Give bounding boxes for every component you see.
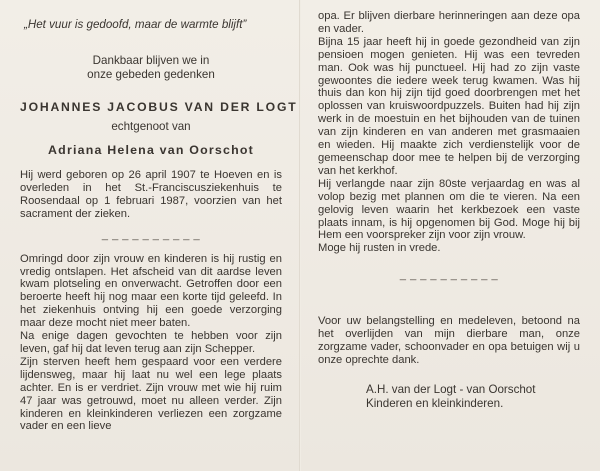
paragraph: Bijna 15 jaar heeft hij in goede gezondheid van zijn pensioen mogen genieten. Hij was een tevreden man. Ook was hij punctueel. Hij had zo zijn vaste gewoontes die iedere week terug kwamen. Was hij thuis dan kon hij zijn tijd goed doorbrengen met het oplossen van kruiswoordpuzzels. Buiten had hij zijn werk in de moestuin en het bijhouden van de tuinen van zijn kinderen en van anderen met grasmaaien en wieden. Hij maakte zich verdienstelijk voor de gemeenschap door mee te helpen bij de verzorging van het kerkhof. <box>318 35 580 177</box>
signature-line: Kinderen en kleinkinderen. <box>366 396 504 410</box>
intro-text <box>20 54 282 82</box>
divider: _ _ _ _ _ _ _ _ _ _ <box>399 269 499 282</box>
intro-line: onze gebeden gedenken <box>87 68 215 81</box>
right-page <box>318 8 580 411</box>
intro-line: Dankbaar blijven we in <box>92 54 210 67</box>
card-fold <box>299 0 301 471</box>
biography: Hij werd geboren op 26 april 1907 te Hoeven en is overleden in het St.-Franciscusziekenhuis te Roosendaal op 1 februari 1987, voorzien van het sacrament der zieken. <box>20 169 282 220</box>
signature <box>366 383 580 411</box>
thanks-text: Voor uw belangstelling en medeleven, betoond na het overlijden van mijn dierbare man, onze zorgzame vader, schoonvader en opa betuigen wij u onze oprechte dank. <box>318 315 580 366</box>
paragraph: Omringd door zijn vrouw en kinderen is hij rustig en vredig ontslapen. Het afscheid van dit aardse leven kwam plotseling en onverwacht. Getroffen door een beroerte heeft hij nog maar een korte tijd geleefd. In het ziekenhuis ontving hij een goede verzorging maar deze mocht niet meer baten. <box>20 252 282 330</box>
memorial-quote: „Het vuur is gedoofd, maar de warmte blijft” <box>24 18 247 31</box>
deceased-name: JOHANNES JACOBUS VAN DER LOGT <box>20 100 298 114</box>
paragraph: opa. Er blijven dierbare herinneringen aan deze opa en vader. <box>318 10 580 35</box>
paragraph: Hij verlangde naar zijn 80ste verjaardag en was al volop bezig met plannen om die te vieren. Na een gelovig leven waarin het kerkbezoek een vaste plaats innam, is hij opgenomen bij God. Moge hij bij Hem een voorspreker zijn voor zijn vrouw. <box>318 177 580 242</box>
signature-line: A.H. van der Logt - van Oorschot <box>366 382 536 396</box>
divider: _ _ _ _ _ _ _ _ _ _ <box>101 228 201 241</box>
spouse-label: echtgenoot van <box>111 120 191 133</box>
paragraph: Zijn sterven heeft hem gespaard voor een verdere lijdensweg, maar hij laat nu wel een lege plaats achter. En is er verdriet. Zijn vrouw met wie hij ruim 47 jaar was getrouwd, moet nu alleen verder. Zijn kinderen en kleinkinderen verliezen een zorgzame vader en een lieve <box>20 355 282 433</box>
paragraph: Moge hij rusten in vrede. <box>318 242 441 255</box>
paragraph: Na enige dagen gevochten te hebben voor zijn leven, gaf hij dat leven terug aan zijn Schepper. <box>20 330 282 355</box>
spouse-name: Adriana Helena van Oorschot <box>48 143 254 157</box>
left-page <box>20 8 298 433</box>
